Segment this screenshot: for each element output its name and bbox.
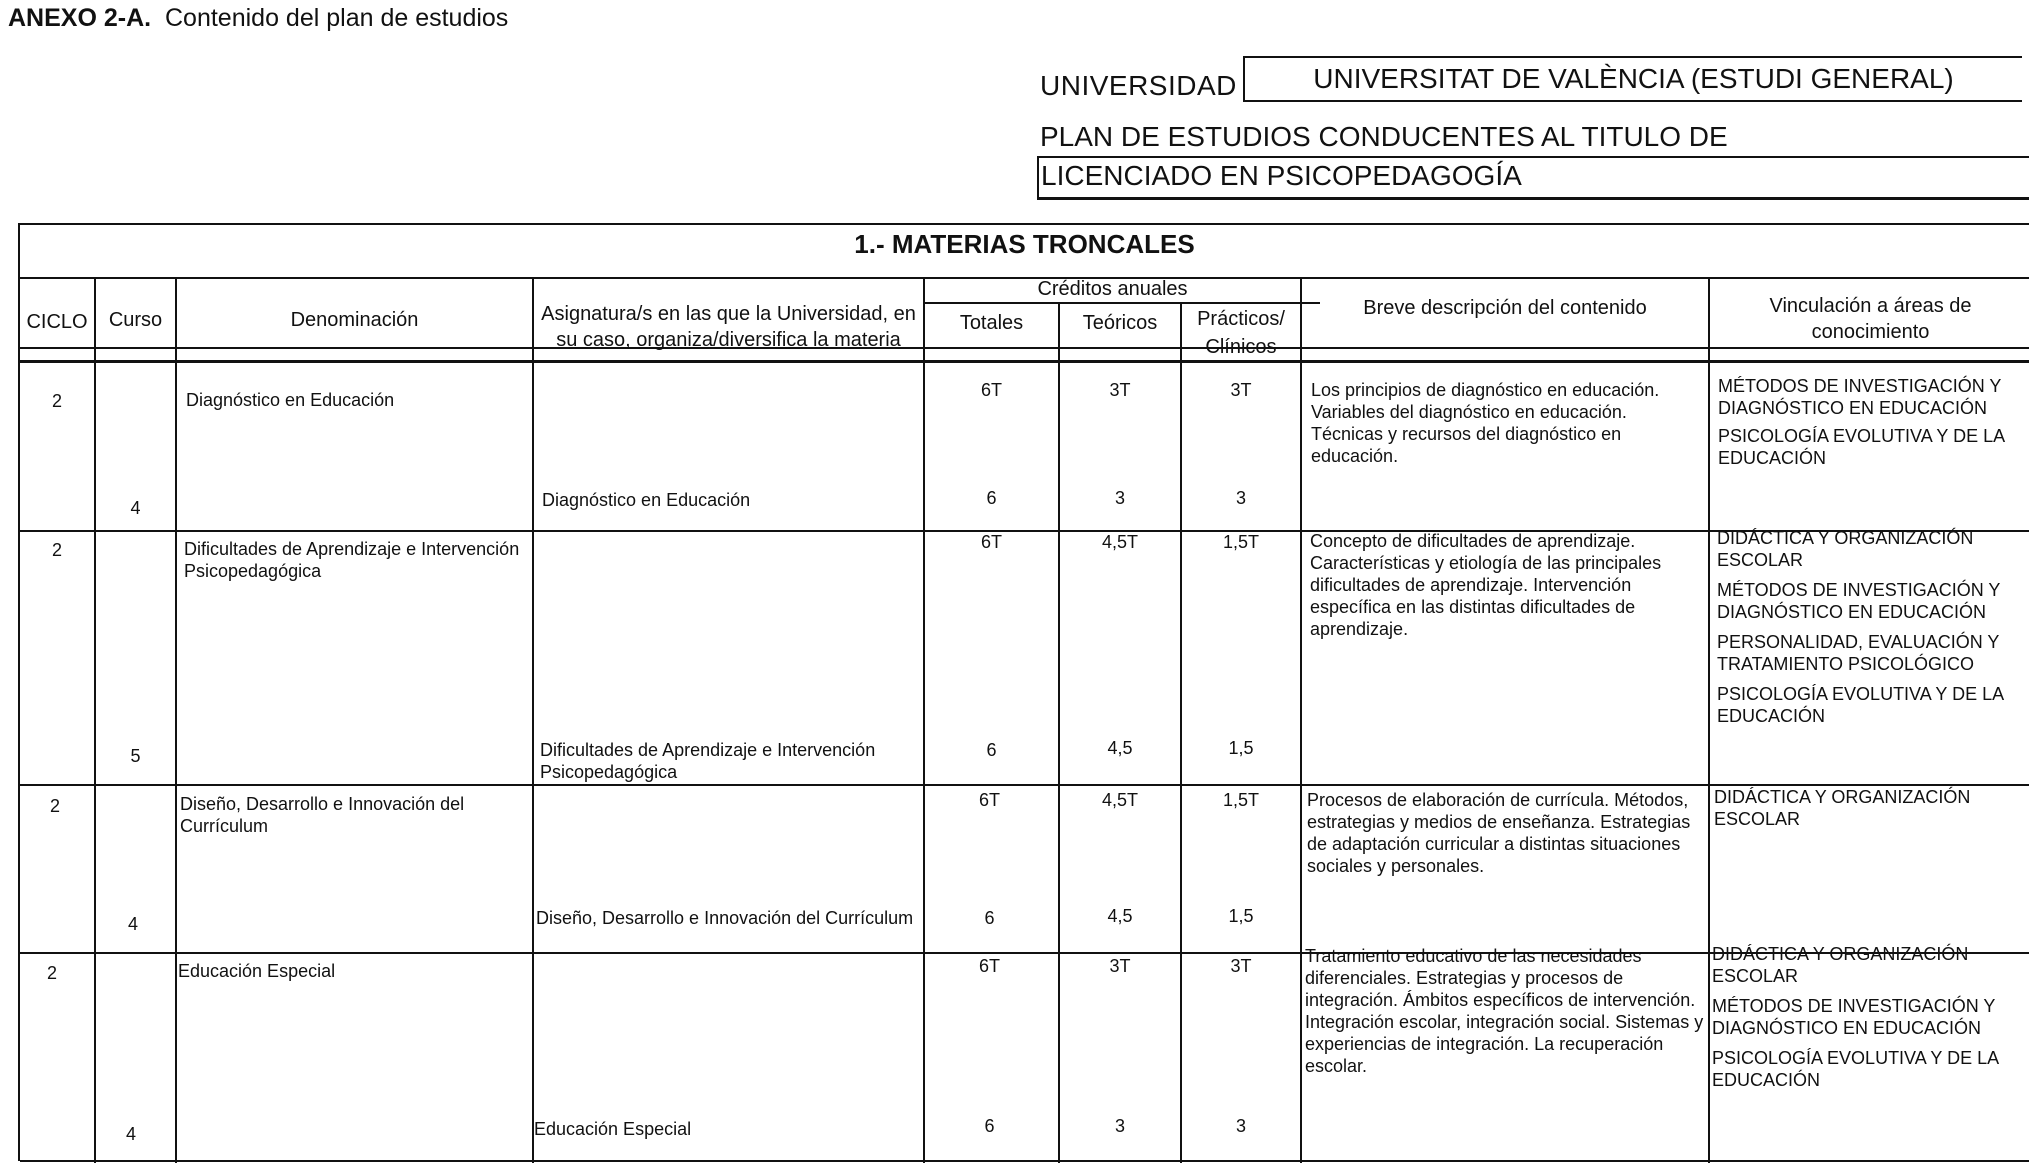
row4-practicos: 3	[1235, 1116, 1246, 1136]
plan-label: PLAN DE ESTUDIOS CONDUCENTES AL TITULO DE	[1040, 121, 1728, 152]
row4-asignatura: Educación Especial	[534, 1119, 692, 1139]
annex-heading	[8, 4, 508, 33]
table-bottom-line	[20, 1160, 2029, 1162]
row4-totales-t: 6T	[978, 956, 1000, 976]
col-header-ciclo: CICLO	[26, 311, 88, 333]
col-header-denominacion: Denominación	[290, 309, 419, 331]
row1-curso: 4	[130, 498, 141, 518]
col-header-asignatura-line1: Asignatura/s en las que la Universidad, en	[541, 303, 916, 325]
col-header-curso: Curso	[108, 309, 163, 331]
row2-practicos: 1,5	[1228, 738, 1254, 758]
row1-totales: 6	[986, 488, 997, 508]
col-divider	[1058, 302, 1060, 1163]
row2-ciclo: 2	[51, 540, 62, 560]
row3-descripcion: Procesos de elaboración de currícula. Métodos, estrategias y medios de enseñanza. Estrategias de adaptación curricular a distintas situaciones sociales y personales.	[1307, 790, 1691, 876]
row4-area-2: MÉTODOS DE INVESTIGACIÓN Y DIAGNÓSTICO EN EDUCACIÓN	[1712, 996, 1996, 1038]
col-divider	[923, 277, 925, 1163]
row1-totales-t: 6T	[980, 380, 1002, 400]
row1-area-2: PSICOLOGÍA EVOLUTIVA Y DE LA EDUCACIÓN	[1718, 426, 2005, 468]
col-divider	[532, 277, 534, 1163]
row4-ciclo: 2	[46, 963, 57, 983]
row2-practicos-t: 1,5T	[1222, 532, 1260, 552]
row3-asignatura: Diseño, Desarrollo e Innovación del Currículum	[536, 908, 914, 928]
row3-ciclo: 2	[49, 796, 60, 816]
row1-teoricos-t: 3T	[1109, 380, 1131, 400]
header-bottom-line	[20, 347, 2029, 349]
row3-practicos: 1,5	[1228, 906, 1254, 926]
row3-totales-t: 6T	[978, 790, 1000, 810]
table-title: 1.- MATERIAS TRONCALES	[854, 229, 1195, 259]
col-divider	[1708, 277, 1710, 1163]
row3-practicos-t: 1,5T	[1222, 790, 1260, 810]
row3-area-1: DIDÁCTICA Y ORGANIZACIÓN ESCOLAR	[1714, 787, 1971, 829]
degree-title: LICENCIADO EN PSICOPEDAGOGÍA	[1037, 156, 2029, 200]
annex-number: ANEXO 2-A.	[8, 4, 152, 32]
col-header-vinculacion-line1: Vinculación a áreas de	[1769, 295, 1972, 317]
row4-area-3: PSICOLOGÍA EVOLUTIVA Y DE LA EDUCACIÓN	[1712, 1048, 1999, 1090]
col-header-practicos-line1: Prácticos/	[1197, 308, 1285, 330]
row3-totales: 6	[984, 908, 995, 928]
row1-area-1: MÉTODOS DE INVESTIGACIÓN Y DIAGNÓSTICO EN EDUCACIÓN	[1718, 376, 2002, 418]
row1-asignatura: Diagnóstico en Educación	[542, 490, 751, 510]
row4-curso: 4	[125, 1124, 136, 1144]
row4-denominacion: Educación Especial	[178, 961, 336, 981]
row2-area-2: MÉTODOS DE INVESTIGACIÓN Y DIAGNÓSTICO EN EDUCACIÓN	[1717, 580, 2001, 622]
row2-teoricos-t: 4,5T	[1101, 532, 1139, 552]
col-header-asignatura-line2: su caso, organiza/diversifica la materia	[556, 329, 901, 351]
row1-teoricos: 3	[1114, 488, 1125, 508]
col-header-descripcion: Breve descripción del contenido	[1363, 297, 1647, 319]
row2-denominacion: Dificultades de Aprendizaje e Intervención Psicopedagógica	[184, 539, 520, 581]
row2-curso: 5	[130, 746, 141, 766]
col-header-practicos	[1182, 305, 1300, 361]
row4-teoricos: 3	[1114, 1116, 1125, 1136]
header-double-line	[20, 360, 2029, 363]
university-value: UNIVERSITAT DE VALÈNCIA (ESTUDI GENERAL)	[1243, 56, 2022, 102]
row1-practicos-t: 3T	[1230, 380, 1252, 400]
row2-totales: 6	[986, 740, 997, 760]
row2-area-3: PERSONALIDAD, EVALUACIÓN Y TRATAMIENTO PSICOLÓGICO	[1717, 632, 2000, 674]
row4-practicos-t: 3T	[1230, 956, 1252, 976]
row1-denominacion: Diagnóstico en Educación	[186, 390, 395, 410]
col-divider	[1300, 277, 1302, 1163]
col-divider	[175, 277, 177, 1163]
annex-title: Contenido del plan de estudios	[165, 4, 509, 32]
row2-descripcion: Concepto de dificultades de aprendizaje. Características y etiología de las principales dificultades de aprendizaje. Intervención específica en las distintas dificultades de aprendizaje.	[1310, 531, 1662, 639]
row3-denominacion: Diseño, Desarrollo e Innovación del Currículum	[180, 794, 465, 836]
row3-teoricos-t: 4,5T	[1101, 790, 1139, 810]
col-header-asignatura	[534, 301, 923, 353]
row3-curso: 4	[127, 914, 138, 934]
col-divider	[1180, 302, 1182, 1163]
col-divider	[94, 277, 96, 1163]
col-header-vinculacion-line2: conocimiento	[1811, 321, 1930, 343]
col-header-totales: Totales	[959, 312, 1024, 334]
row4-teoricos-t: 3T	[1109, 956, 1131, 976]
row2-asignatura: Dificultades de Aprendizaje e Intervención Psicopedagógica	[540, 740, 876, 782]
row1-practicos: 3	[1235, 488, 1246, 508]
col-header-creditos: Créditos anuales	[1037, 278, 1188, 300]
university-label: UNIVERSIDAD	[1040, 70, 1237, 101]
col-header-teoricos: Teóricos	[1082, 312, 1158, 334]
row1-ciclo: 2	[51, 391, 62, 411]
credits-divider	[923, 302, 1320, 304]
row2-totales-t: 6T	[980, 532, 1002, 552]
row4-area-1: DIDÁCTICA Y ORGANIZACIÓN ESCOLAR	[1712, 944, 1969, 986]
row1-descripcion: Los principios de diagnóstico en educación. Variables del diagnóstico en educación. Técnicas y recursos del diagnóstico en educación.	[1311, 380, 1660, 466]
col-header-practicos-line2: Clínicos	[1205, 336, 1277, 358]
row2-area-1: DIDÁCTICA Y ORGANIZACIÓN ESCOLAR	[1717, 528, 1974, 570]
col-header-vinculacion	[1710, 293, 2029, 345]
curriculum-table	[18, 223, 2029, 1161]
row4-descripcion: Tratamiento educativo de las necesidades diferenciales. Estrategias y procesos de integración. Ámbitos específicos de intervención. Integración escolar, integración social. Sistemas y experiencias de integración. La recuperación escolar.	[1305, 946, 1704, 1076]
row2-area-4: PSICOLOGÍA EVOLUTIVA Y DE LA EDUCACIÓN	[1717, 684, 2004, 726]
row4-totales: 6	[984, 1116, 995, 1136]
row2-teoricos: 4,5	[1107, 738, 1133, 758]
row3-teoricos: 4,5	[1107, 906, 1133, 926]
